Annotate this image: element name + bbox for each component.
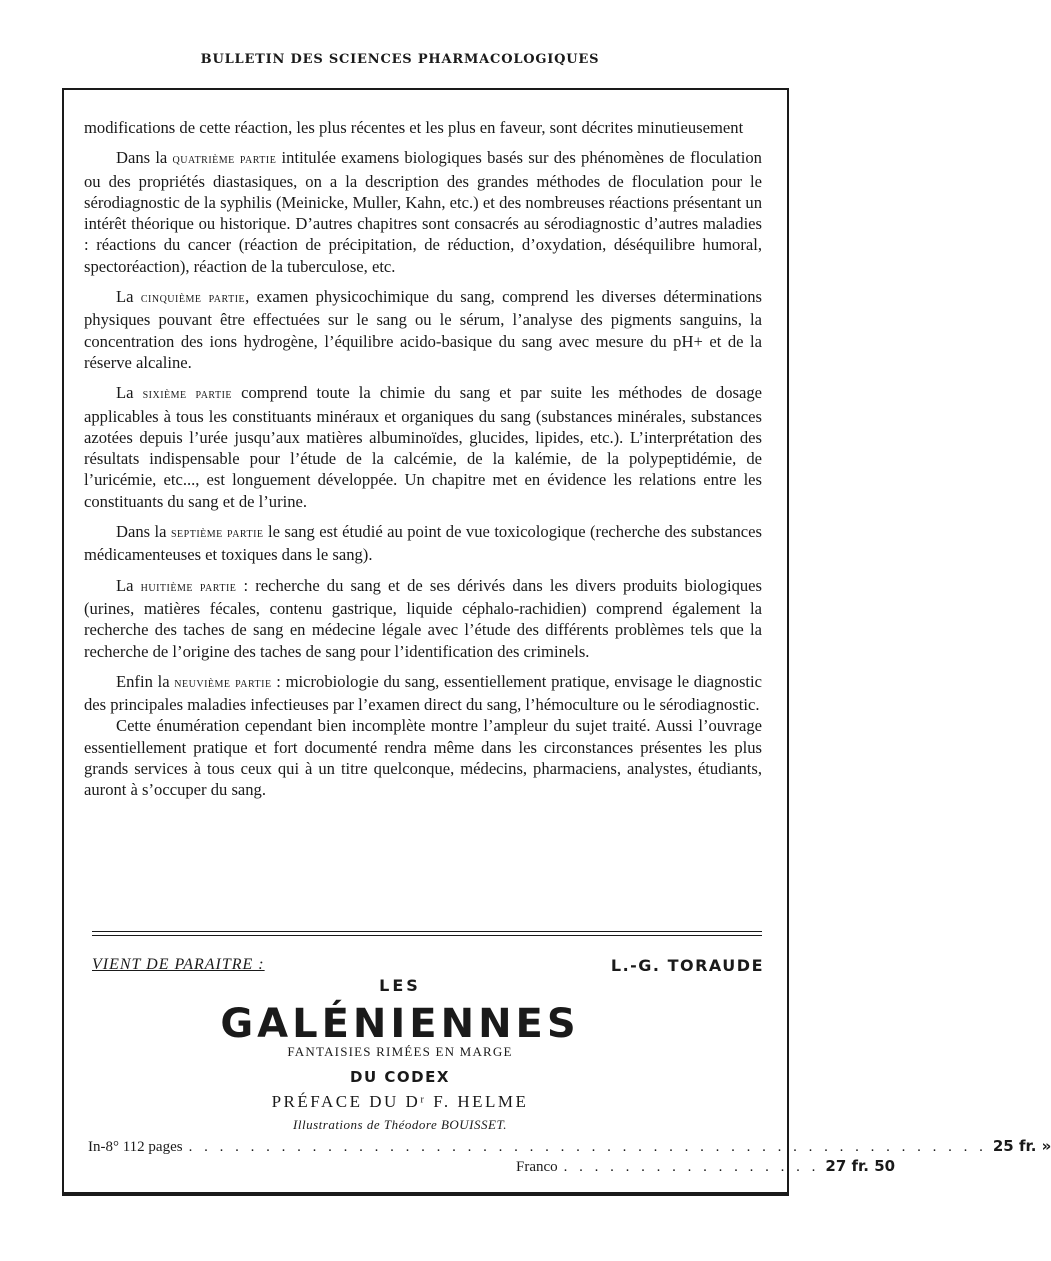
paragraph-text: intitulée examens biologiques basés sur des phénomènes de floculation ou des propriétés diastasiques, on a la description des grandes méthodes de floculation pour le sérodiagnostic de la syphilis (Meinicke, Muller, Kahn, etc.) et des nombreuses réactions présentant un intérêt théorique ou historique. D’autres chapitres sont consacrés au sérodiagnostic d’autres maladies : réactions du cancer (réaction de précipitation, de réduction, d’oxydation, déséquilibre humoral, spectoréaction), réaction de la tuberculose, etc. xyxy=(84,148,762,276)
part-name: quatrième partie xyxy=(172,152,277,168)
paragraph-huitieme xyxy=(84,575,762,662)
part-name: sixième partie xyxy=(142,387,233,403)
paragraph-text: le sang est étudié au point de vue toxicologique (recherche des substances médicamenteuses et toxiques dans le sang). xyxy=(84,522,762,565)
part-name: septième partie xyxy=(170,526,264,542)
paragraph-text: Enfin la xyxy=(116,671,175,691)
book-subtitle: FANTAISIES RIMÉES EN MARGE xyxy=(287,1044,513,1059)
paragraph-text: comprend toute la chimie du sang et par suite les méthodes de dosage applicables à tous les constituants minéraux et organiques du sang (substances minérales, substances azotées depuis l’urée jusqu’aux matières albuminoïdes, glucides, lipides, etc.). L’interprétation des résultats indispensable pour l’étude de la calcémie, de la kalémie, de la polypeptidémie, de l’uricémie, etc..., est longuement développée. Un chapitre met en évidence les relations entre les constituants du sang et de l’urine. xyxy=(84,383,762,511)
book-preface: PRÉFACE DU Dʳ F. HELME xyxy=(271,1092,529,1111)
leader-dots: . . . . . . . . . . . . . . . . . . . . . . . . . . . . . . . . . . . . . . . . . . . . . . . . . . . . xyxy=(188,1139,987,1155)
paragraph-text: Dans la xyxy=(116,522,171,542)
paragraph-text: , examen physicochimique du sang, comprend les diverses déterminations physiques pouvant être effectuées sur le sang ou le sérum, l’analyse des pigments sanguins, la concentration des ions hydrogène, l’équilibre acido-basique du sang avec mesure du pH+ et de la réserve alcaline. xyxy=(84,287,763,372)
paragraph-conclusion xyxy=(84,715,762,800)
part-name: cinquième partie xyxy=(140,291,246,307)
frame-bottom-rule xyxy=(62,1192,789,1195)
part-name: neuvième partie xyxy=(174,675,272,691)
paragraph-neuvieme xyxy=(84,671,762,716)
part-name: huitième partie xyxy=(140,579,237,595)
paragraph-sixieme xyxy=(84,382,762,512)
paragraph-text: Cette énumération cependant bien incomplète montre l’ampleur du sujet traité. Aussi l’ouvrage essentiellement pratique et fort documenté rendra même dans les circonstances présentes les plus grands services à tous ceux qui à un titre quelconque, médecins, pharmaciens, analystes, étudiants, auront à s’occuper du sang. xyxy=(84,716,762,800)
paragraph-cinquieme xyxy=(84,286,762,373)
franco-label: Franco xyxy=(516,1159,558,1175)
separator-rule-bottom xyxy=(92,935,762,936)
book-title-article: LES xyxy=(379,976,421,995)
leader-dots: . . . . . . . . . . . . . . . . . xyxy=(563,1159,820,1175)
paragraph-quatrieme xyxy=(84,147,762,277)
paragraph-septieme xyxy=(84,521,762,566)
book-illustrations: Illustrations de Théodore BOUISSET. xyxy=(293,1117,507,1132)
announcement-label: VIENT DE PARAITRE : xyxy=(92,956,265,973)
format-label: In-8° 112 pages xyxy=(88,1139,183,1155)
paragraph-text: : microbiologie du sang, essentiellement pratique, envisage le diagnostic des principales maladies infectieuses par l’examen direct du sang, l’hémoculture ou le sérodiagnostic. xyxy=(84,671,762,715)
price-row-format xyxy=(88,1137,1051,1156)
format-price: 25 fr. » xyxy=(992,1137,1051,1155)
book-author: L.-G. TORAUDE xyxy=(610,956,764,975)
paragraph-text: La xyxy=(116,575,141,595)
book-subtitle-codex: DU CODEX xyxy=(350,1068,450,1086)
price-row-franco xyxy=(516,1157,896,1176)
franco-price: 27 fr. 50 xyxy=(825,1157,896,1175)
separator-rule-top xyxy=(92,931,762,932)
paragraph-text: : recherche du sang et de ses dérivés dans les divers produits biologiques (urines, matières fécales, contenu gastrique, liquide céphalo-rachidien) comprend également la recherche des taches de sang en médecine légale avec l’étude des différents problèmes tels que la recherche de l’origine des taches de sang pour l’identification des criminels. xyxy=(84,575,762,661)
book-title: GALÉNIENNES xyxy=(220,1001,580,1047)
paragraph-text: La xyxy=(116,287,141,307)
paragraph-text: Dans la xyxy=(116,148,173,168)
review-body xyxy=(84,117,762,810)
paragraph-intro xyxy=(84,117,762,138)
paragraph-text: modifications de cette réaction, les plus récentes et les plus en faveur, sont décrites minutieusement xyxy=(84,118,744,137)
running-head: BULLETIN DES SCIENCES PHARMACOLOGIQUES xyxy=(200,52,600,67)
paragraph-text: La xyxy=(116,383,143,403)
